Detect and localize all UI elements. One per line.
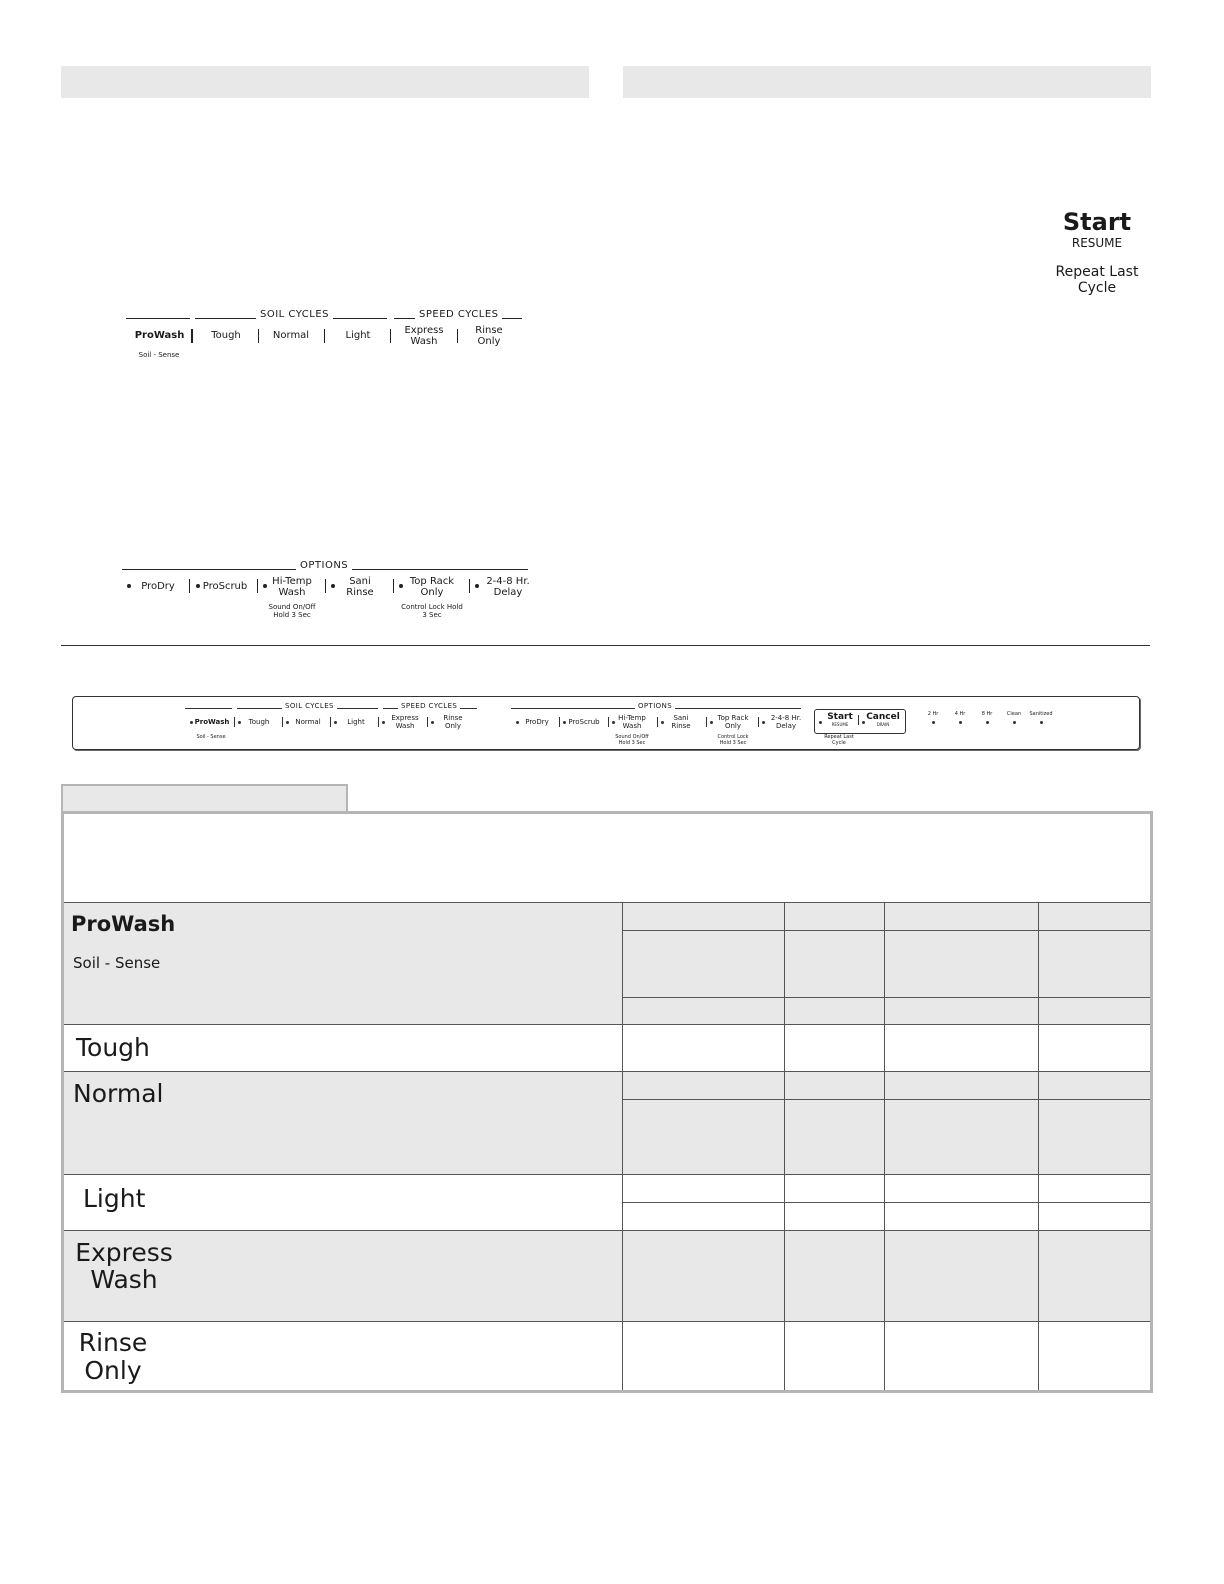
strip-start-button[interactable] [823,712,857,728]
option-sani-rinse[interactable]: Sani Rinse [346,576,374,598]
strip-cycle-tough[interactable]: Tough [248,718,270,726]
strip-option-delay[interactable]: 2-4-8 Hr. Delay [770,714,802,730]
strip-cycle-express-wash[interactable]: Express Wash [391,714,419,730]
resume-label: RESUME [1071,236,1123,250]
indicator-8hr: 8 Hr [981,711,993,717]
table-row [64,1175,622,1231]
row-prowash-sub: Soil - Sense [73,954,161,972]
strip-option-top-rack-only[interactable]: Top Rack Only [717,714,749,730]
indicator-4hr: 4 Hr [954,711,966,717]
strip-cancel-label: Cancel [866,712,900,722]
strip-soil-heading: SOIL CYCLES [282,702,337,710]
sound-hold-label: Sound On/Off Hold 3 Sec [268,603,316,619]
strip-option-prodry[interactable]: ProDry [525,718,549,726]
cycle-express-wash[interactable]: Express Wash [404,325,444,347]
soil-cycles-heading: SOIL CYCLES [256,309,333,320]
row-light-name: Light [83,1184,146,1213]
start-button[interactable] [1050,208,1144,250]
row-rinse-only-name: Rinse Only [78,1328,148,1385]
cycle-prowash[interactable]: ProWash [134,330,185,341]
strip-resume-label: RESUME [831,722,849,727]
strip-option-sani-rinse[interactable]: Sani Rinse [671,714,691,730]
left-section-header [61,66,589,98]
strip-speed-heading: SPEED CYCLES [398,702,460,710]
control-panel-strip [72,696,1140,750]
strip-cycle-prowash[interactable]: ProWash [194,718,230,726]
right-section-header [623,66,1151,98]
strip-option-proscrub[interactable]: ProScrub [568,718,600,726]
row-tough-name: Tough [76,1033,150,1062]
strip-drain-label: DRAIN [876,722,890,727]
section-divider [61,645,1150,646]
option-hi-temp-wash[interactable]: Hi-Temp Wash [272,576,312,598]
option-delay[interactable]: 2-4-8 Hr. Delay [486,576,530,598]
cycle-rinse-only[interactable]: Rinse Only [475,325,503,347]
cycle-light[interactable]: Light [345,330,371,341]
strip-cycle-rinse-only[interactable]: Rinse Only [443,714,463,730]
strip-cancel-button[interactable] [866,712,900,728]
strip-control-lock: Control Lock Hold 3 Sec [717,734,749,746]
cycle-tough[interactable]: Tough [211,330,241,341]
start-label: Start [1062,208,1132,236]
indicator-sanitized: Sanitized [1029,711,1053,717]
row-prowash-name: ProWash [71,912,176,936]
row-normal-name: Normal [73,1079,164,1108]
strip-start-label: Start [827,712,853,722]
option-prodry[interactable]: ProDry [141,581,175,592]
speed-cycles-heading: SPEED CYCLES [415,309,502,320]
strip-options-heading: OPTIONS [635,702,675,710]
indicator-clean: Clean [1006,711,1022,717]
indicator-2hr: 2 Hr [927,711,939,717]
strip-option-hi-temp-wash[interactable]: Hi-Temp Wash [618,714,646,730]
row-express-wash-name: Express Wash [75,1238,173,1294]
table-tab [61,784,348,812]
strip-cycle-normal[interactable]: Normal [295,718,321,726]
control-lock-label: Control Lock Hold 3 Sec [401,603,463,619]
options-heading: OPTIONS [296,560,352,571]
strip-cycle-light[interactable]: Light [347,718,365,726]
option-proscrub[interactable]: ProScrub [202,581,248,592]
option-top-rack-only[interactable]: Top Rack Only [409,576,455,598]
strip-repeat-last-cycle: Repeat Last Cycle [824,734,854,746]
prowash-sub-label: Soil - Sense [138,351,180,359]
strip-sound-hold: Sound On/Off Hold 3 Sec [615,734,649,746]
strip-prowash-sub: Soil - Sense [196,734,226,740]
cycle-normal[interactable]: Normal [272,330,310,341]
cycle-table [61,811,1153,1393]
repeat-last-cycle-label: Repeat Last Cycle [1055,264,1139,296]
